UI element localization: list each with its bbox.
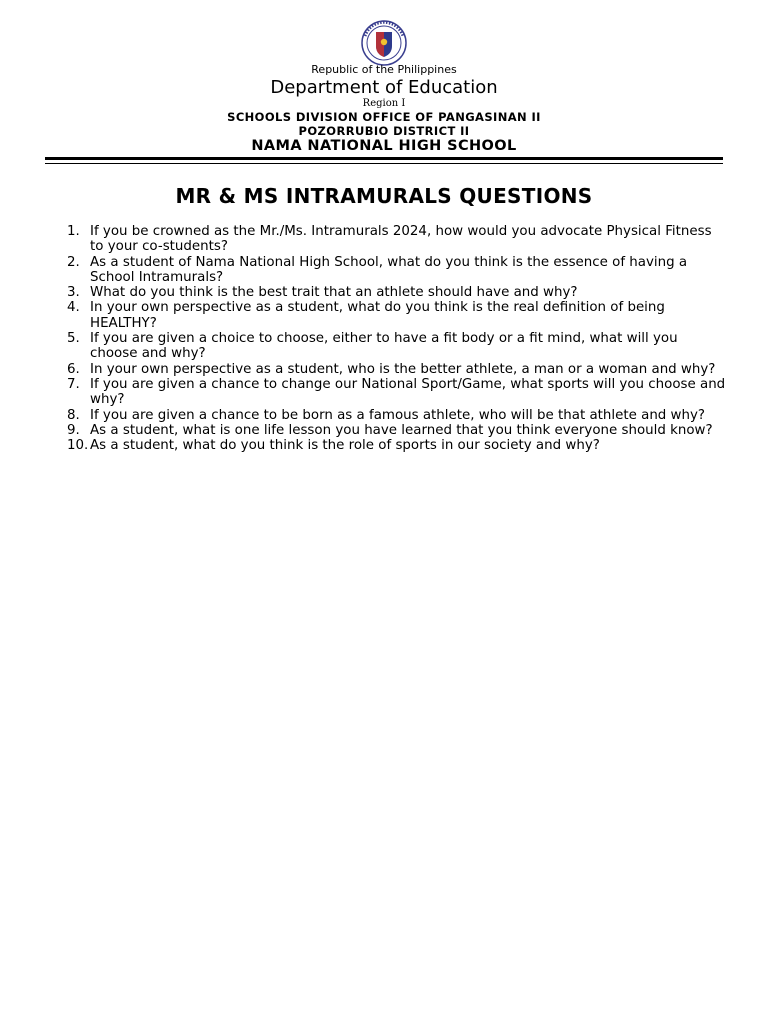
question-text: In your own perspective as a student, what do you think is the real definition of being HEALTHY? (90, 300, 665, 331)
question-number: 9. (67, 422, 80, 438)
question-text: If you are given a chance to change our National Sport/Game, what sports will you choose and why? (90, 376, 726, 408)
question-text: As a student of Nama National High School, what do you think is the essence of having a School Intramurals? (90, 254, 688, 285)
question-text: If you are given a chance to be born as a famous athlete, who will be that athlete and why? (90, 407, 706, 423)
question-number: 2. (67, 254, 80, 270)
questions-list (67, 224, 727, 453)
question-text: What do you think is the best trait that an athlete should have and why? (90, 285, 578, 301)
question-item (67, 362, 727, 377)
question-text: As a student, what is one life lesson you have learned that you think everyone should know? (90, 422, 713, 438)
question-item (67, 224, 727, 255)
division-office: SCHOOLS DIVISION OFFICE OF PANGASINAN II (227, 110, 541, 124)
district-label: POZORRUBIO DISTRICT II (298, 124, 470, 138)
question-number: 3. (67, 285, 80, 301)
republic-label: Republic of the Philippines (311, 63, 457, 76)
question-item (67, 377, 727, 408)
question-item (67, 408, 727, 423)
question-text: As a student, what do you think is the role of sports in our society and why? (90, 438, 600, 454)
question-text: In your own perspective as a student, who is the better athlete, a man or a woman and why? (90, 361, 716, 377)
question-item (67, 285, 727, 300)
question-item (67, 255, 727, 286)
question-text: If you are given a choice to choose, either to have a fit body or a fit mind, what will you choose and why? (90, 331, 678, 362)
header-divider-thin (45, 163, 723, 164)
deped-seal-icon (356, 20, 412, 66)
question-number: 1. (67, 224, 80, 239)
header-divider-thick (45, 157, 723, 160)
region-label: Region I (362, 98, 406, 109)
question-text: If you be crowned as the Mr./Ms. Intramurals 2024, how would you advocate Physical Fitness to your co-students? (90, 224, 712, 255)
department-name: Department of Education (270, 77, 498, 98)
question-item (67, 438, 727, 453)
question-number: 6. (67, 361, 80, 377)
question-number: 8. (67, 407, 80, 423)
question-item (67, 423, 727, 438)
question-number: 10. (67, 438, 89, 454)
page-title: MR & MS INTRAMURALS QUESTIONS (175, 184, 593, 208)
question-item (67, 331, 727, 362)
question-number: 4. (67, 300, 80, 316)
question-number: 7. (67, 376, 80, 392)
question-item (67, 300, 727, 331)
school-name: NAMA NATIONAL HIGH SCHOOL (251, 138, 517, 154)
question-number: 5. (67, 331, 80, 347)
